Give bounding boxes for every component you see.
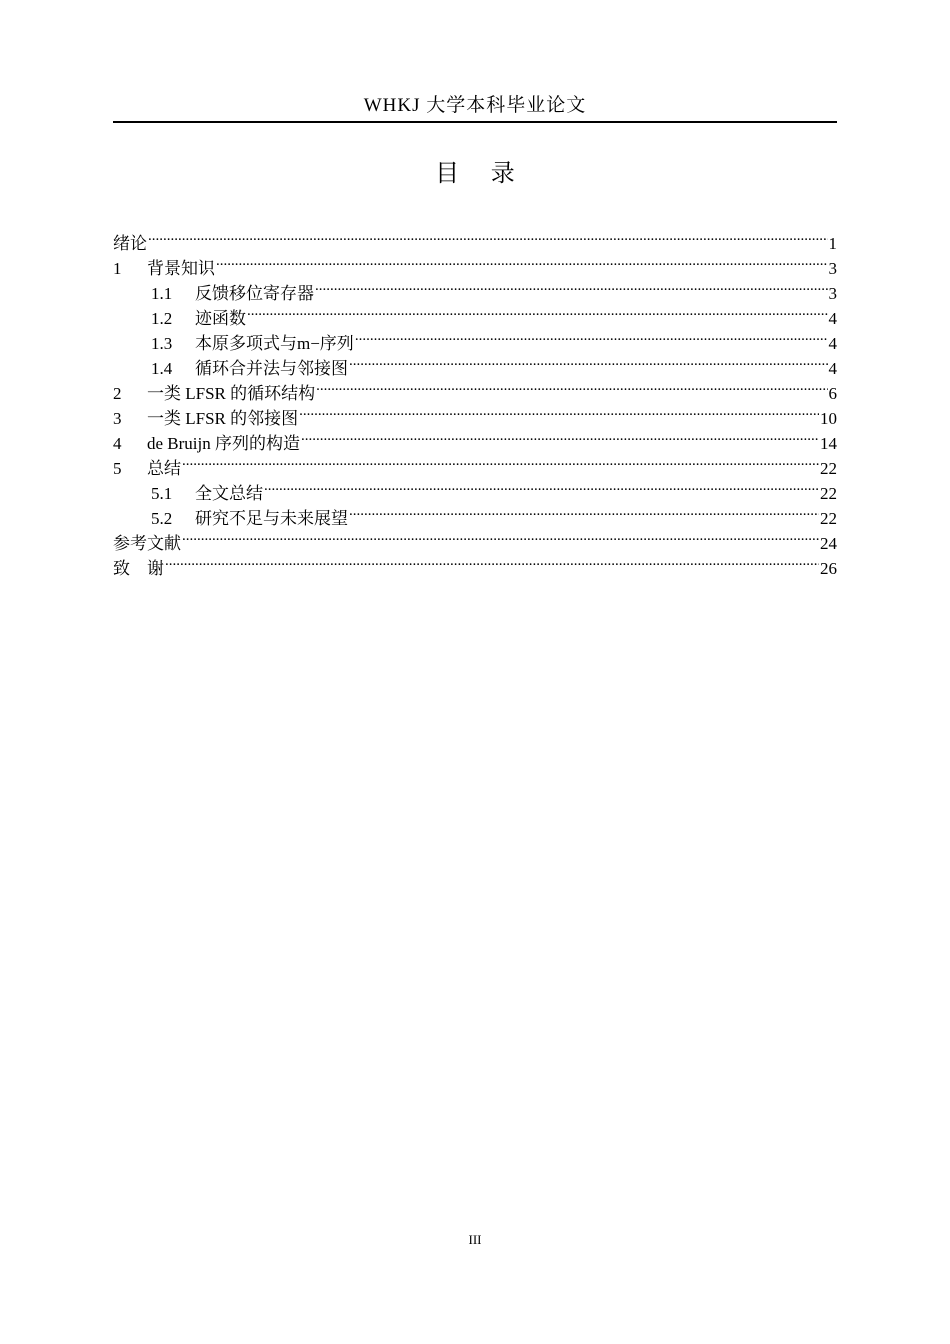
toc-entry-label: 参考文献 — [113, 534, 181, 553]
toc-dot-leader — [148, 224, 828, 249]
toc-entry-number: 5.1 — [151, 484, 173, 503]
toc-dot-leader — [301, 424, 819, 449]
toc-entry-number: 4 — [113, 434, 122, 453]
toc-entry-page: 6 — [828, 384, 837, 403]
toc-dot-leader — [355, 324, 828, 349]
toc-entry-page: 3 — [828, 284, 837, 303]
toc-dot-leader — [264, 474, 819, 499]
toc-entry-number: 1.3 — [151, 334, 173, 353]
toc-entry-number: 2 — [113, 384, 122, 403]
toc-entry-page: 26 — [820, 559, 837, 578]
toc-entry-page: 22 — [820, 509, 837, 528]
toc-entry-page: 10 — [820, 409, 837, 428]
toc-entry-page: 22 — [820, 459, 837, 478]
toc-dot-leader — [182, 449, 819, 474]
toc-entry-label: 迹函数 — [195, 309, 246, 328]
toc-dot-leader — [349, 499, 819, 524]
toc-dot-leader — [247, 299, 828, 324]
toc-entry-label: de Bruijn 序列的构造 — [147, 434, 300, 453]
toc-entry[interactable] — [113, 474, 837, 503]
toc-entry-label: 一类 LFSR 的循环结构 — [147, 384, 316, 403]
toc-entry-number: 1.4 — [151, 359, 173, 378]
toc-dot-leader — [182, 524, 819, 549]
page-header — [113, 94, 837, 123]
toc-entry[interactable] — [113, 224, 837, 253]
toc-entry-label: 循环合并法与邻接图 — [195, 359, 348, 378]
header-text: WHKJ 大学本科毕业论文 — [363, 95, 587, 116]
toc-entry[interactable] — [113, 449, 837, 478]
toc-entry[interactable] — [113, 524, 837, 553]
toc-dot-leader — [216, 249, 828, 274]
toc-dot-leader — [165, 549, 819, 574]
toc-entry[interactable] — [113, 549, 837, 578]
toc-entry-label: 本原多项式与m−序列 — [195, 334, 354, 353]
toc-dot-leader — [349, 349, 828, 374]
toc-entry-label: 研究不足与未来展望 — [195, 509, 348, 528]
toc-entry-label: 全文总结 — [195, 484, 263, 503]
toc-entry[interactable] — [113, 274, 837, 303]
toc-entry-page: 3 — [828, 259, 837, 278]
toc-entry-label: 一类 LFSR 的邻接图 — [147, 409, 299, 428]
toc-entry-page: 22 — [820, 484, 837, 503]
toc-entry-label: 绪论 — [113, 234, 147, 253]
page-number: III — [468, 1232, 482, 1247]
toc-entry-number: 5 — [113, 459, 122, 478]
toc-entry-number: 1 — [113, 259, 122, 278]
page-title: 目 录 — [435, 159, 527, 187]
toc-entry-number: 1.2 — [151, 309, 173, 328]
toc-entry-page: 4 — [828, 334, 837, 353]
toc-dot-leader — [316, 374, 827, 399]
table-of-contents — [113, 224, 837, 578]
toc-dot-leader — [299, 399, 819, 424]
toc-entry-label: 致 谢 — [113, 559, 164, 578]
toc-entry-number: 3 — [113, 409, 122, 428]
toc-entry-label: 背景知识 — [147, 259, 215, 278]
toc-entry-label: 总结 — [147, 459, 181, 478]
toc-entry-page: 4 — [828, 309, 837, 328]
toc-entry-number: 5.2 — [151, 509, 173, 528]
toc-entry-number: 1.1 — [151, 284, 173, 303]
toc-entry-page: 1 — [828, 234, 837, 253]
toc-entry-page: 14 — [820, 434, 837, 453]
toc-entry-page: 24 — [820, 534, 837, 553]
toc-entry-page: 4 — [828, 359, 837, 378]
toc-entry-label: 反馈移位寄存器 — [195, 284, 314, 303]
toc-dot-leader — [315, 274, 828, 299]
toc-entry[interactable] — [113, 249, 837, 278]
